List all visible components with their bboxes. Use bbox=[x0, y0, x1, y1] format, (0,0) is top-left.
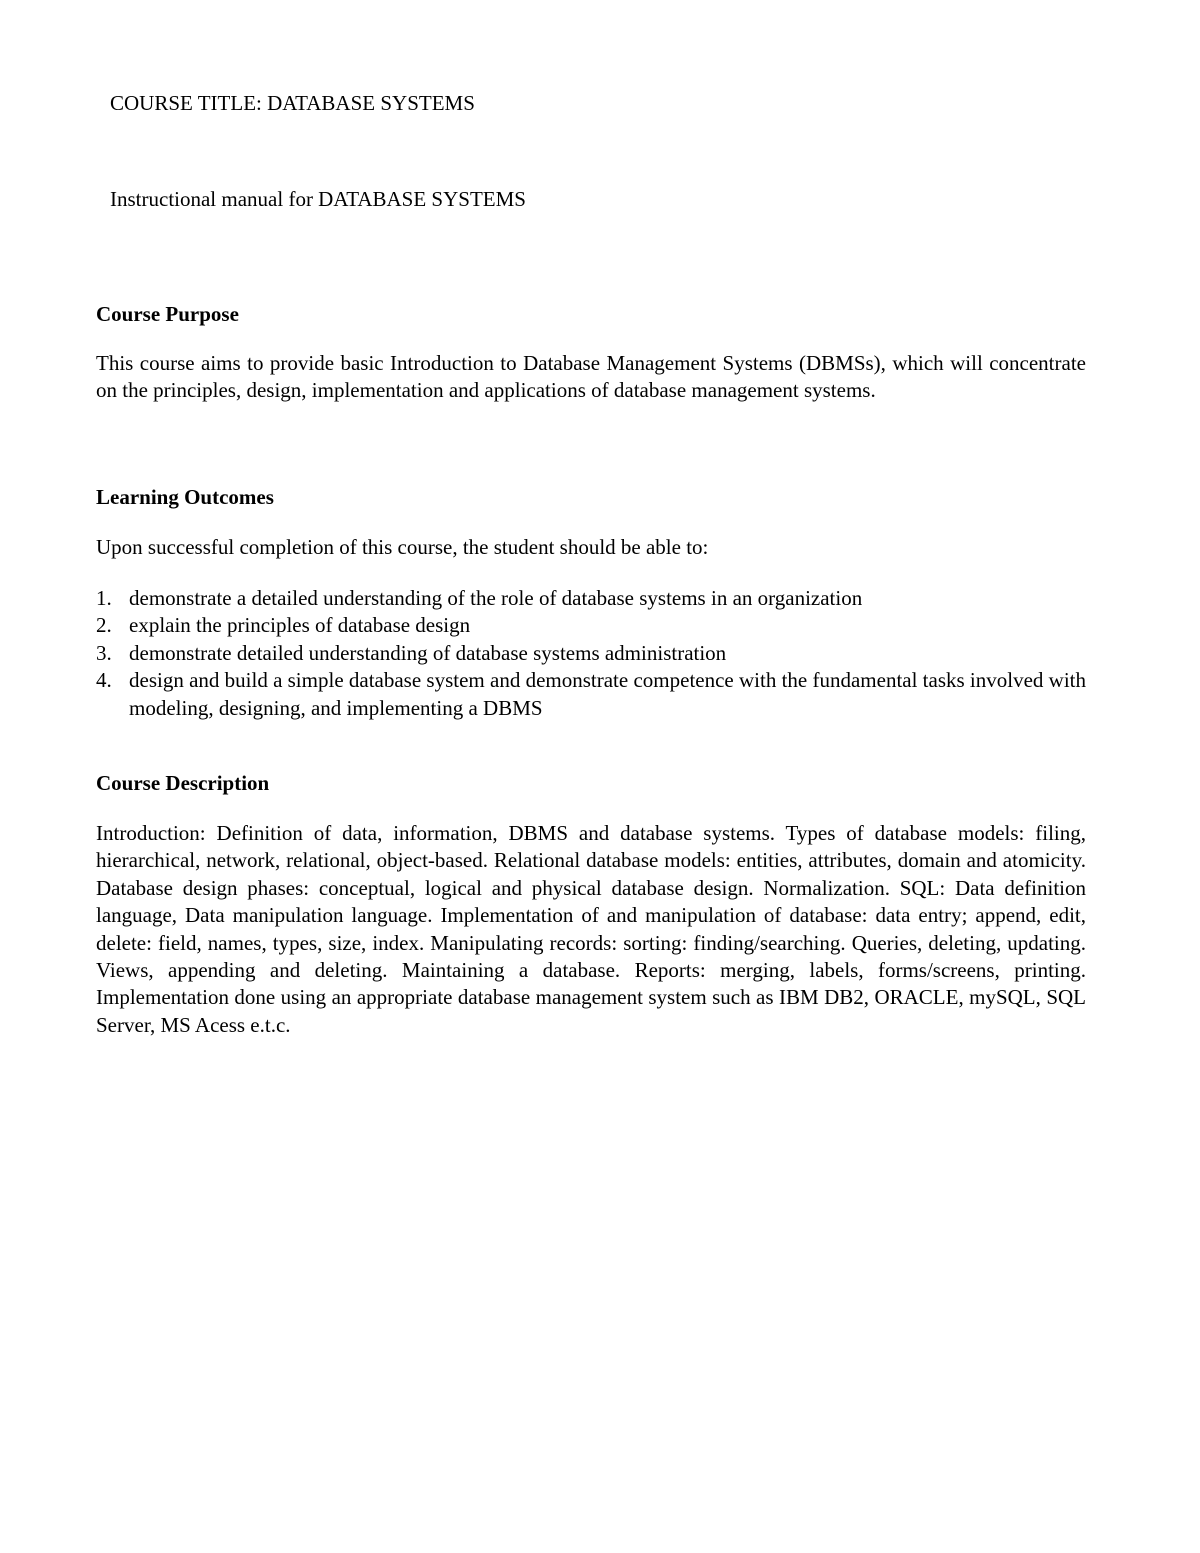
learning-outcomes-intro: Upon successful completion of this course, the student should be able to: bbox=[96, 535, 709, 559]
list-item bbox=[96, 640, 1096, 667]
course-description-heading: Course Description bbox=[96, 771, 270, 795]
list-item-number: 4. bbox=[96, 668, 112, 693]
learning-outcomes-heading: Learning Outcomes bbox=[96, 485, 274, 509]
manual-subtitle: Instructional manual for DATABASE SYSTEMS bbox=[110, 187, 526, 211]
list-item-text: demonstrate detailed understanding of database systems administration bbox=[129, 640, 727, 665]
list-item bbox=[96, 667, 1096, 722]
list-item-text: design and build a simple database system and demonstrate competence with the fundamental tasks involved with modeling, designing, and implementing a DBMS bbox=[129, 668, 1087, 720]
list-item-number: 2. bbox=[96, 613, 112, 638]
list-item-text: explain the principles of database design bbox=[129, 613, 471, 638]
course-description-text: Introduction: Definition of data, information, DBMS and database systems. Types of database models: filing, hierarchical, network, relational, object-based. Relational database models: entities, attributes, domain and atomicity. Database design phases: conceptual, logical and physical database design. Normalization. SQL: Data definition language, Data manipulation language. Implementation of and manipulation of database: data entry; append, edit, delete: field, names, types, size, index. Manipulating records: sorting: finding/searching. Queries, deleting, updating. Views, appending and deleting. Maintaining a database. Reports: merging, labels, forms/screens, printing. Implementation done using an appropriate database management system such as IBM DB2, ORACLE, mySQL, SQL Server, MS Acess e.t.c. bbox=[96, 821, 1086, 1037]
list-item-number: 1. bbox=[96, 586, 112, 610]
list-item bbox=[96, 612, 1096, 639]
course-title: COURSE TITLE: DATABASE SYSTEMS bbox=[110, 91, 475, 115]
list-item bbox=[96, 585, 1096, 612]
course-purpose-text: This course aims to provide basic Introduction to Database Management Systems (DBMSs), which will concentrate on the principles, design, implementation and applications of database management systems. bbox=[96, 351, 1086, 403]
list-item-number: 3. bbox=[96, 640, 112, 665]
course-purpose-heading: Course Purpose bbox=[96, 302, 239, 326]
learning-outcomes-list bbox=[96, 585, 1096, 722]
list-item-text: demonstrate a detailed understanding of the role of database systems in an organization bbox=[129, 586, 863, 610]
